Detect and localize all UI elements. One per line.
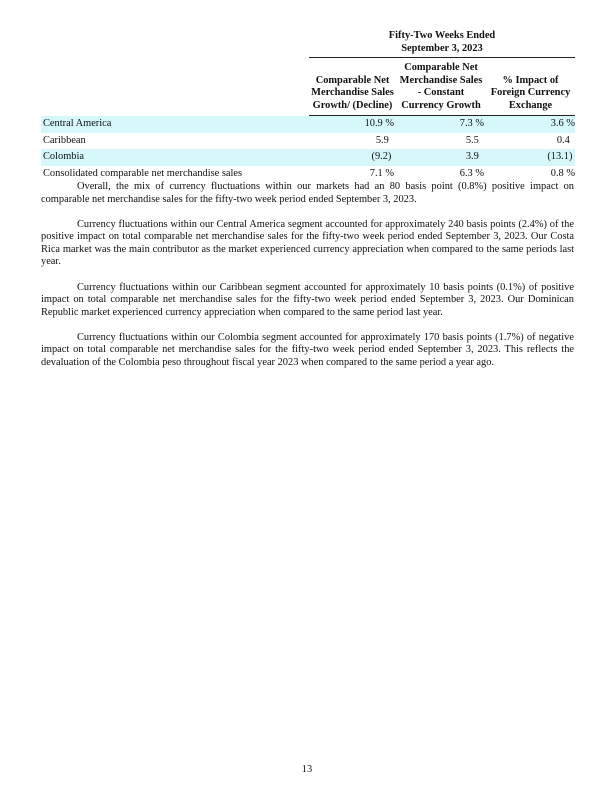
table-row — [41, 149, 575, 166]
table-group-header-row — [41, 30, 575, 58]
page-number: 13 — [301, 764, 313, 775]
currency-impact-table — [41, 30, 575, 182]
cell-fx-impact: 3.6 % — [486, 116, 575, 133]
cell-constant-currency: 6.3 % — [459, 167, 484, 179]
currency-impact-table-container — [41, 30, 575, 182]
paragraph-colombia: Currency fluctuations within our Colombia segment accounted for approximately 170 basis points (1.7%) of negative impact on total comparable net merchandise sales for the fifty-two week period ended September 3, 2023. This reflects the devaluation of the Colombia peso throughout fiscal year 2023 when compared to the same period a year ago. — [41, 331, 574, 369]
cell-growth: 5.9 — [375, 134, 394, 146]
cell-growth: 10.9 % — [309, 116, 396, 133]
column-header-fx-impact: % Impact of Foreign Currency Exchange — [486, 58, 575, 116]
table-column-header-row — [41, 58, 575, 116]
table-row — [41, 133, 575, 150]
row-label: Consolidated comparable net merchandise sales — [43, 167, 243, 179]
row-label: Caribbean — [43, 134, 86, 146]
body-text — [41, 181, 574, 382]
paragraph-overall: Overall, the mix of currency fluctuations within our markets had an 80 basis point (0.8%) positive impact on comparable net merchandise sales for the fifty-two week period ended September 3, 2023. — [41, 181, 574, 205]
row-label: Colombia — [41, 149, 309, 166]
cell-growth: (9.2) — [309, 149, 396, 166]
paragraph-central-america: Currency fluctuations within our Central America segment accounted for approximately 240 basis points (2.4%) of the positive impact on total comparable net merchandise sales for the fifty-two week period ended September 3, 2023. Our Costa Rica market was the main contributor as the market experienced currency appreciation when compared to the same periods last year. — [41, 218, 574, 268]
table-row — [41, 116, 575, 133]
cell-constant-currency: 7.3 % — [396, 116, 486, 133]
cell-fx-impact: 0.4 — [556, 134, 576, 146]
cell-fx-impact: 0.8 % — [550, 167, 576, 179]
cell-constant-currency: 5.5 — [465, 134, 484, 146]
cell-fx-impact: (13.1) — [486, 149, 575, 166]
paragraph-caribbean: Currency fluctuations within our Caribbean segment accounted for approximately 10 basis points (0.1%) of positive impact on total comparable net merchandise sales for the fifty-two week period ended September 3, 2023. Our Dominican Republic market experienced currency appreciation when compared to the same period last year. — [41, 281, 574, 318]
column-header-growth: Comparable Net Merchandise Sales Growth/ (Decline) — [309, 58, 396, 116]
column-header-constant-currency: Comparable Net Merchandise Sales - Constant Currency Growth — [396, 58, 486, 116]
row-label: Central America — [41, 116, 309, 133]
period-group-header: Fifty-Two Weeks Ended September 3, 2023 — [309, 30, 575, 58]
cell-constant-currency: 3.9 — [396, 149, 486, 166]
cell-growth: 7.1 % — [369, 167, 394, 179]
table-row — [41, 166, 575, 183]
